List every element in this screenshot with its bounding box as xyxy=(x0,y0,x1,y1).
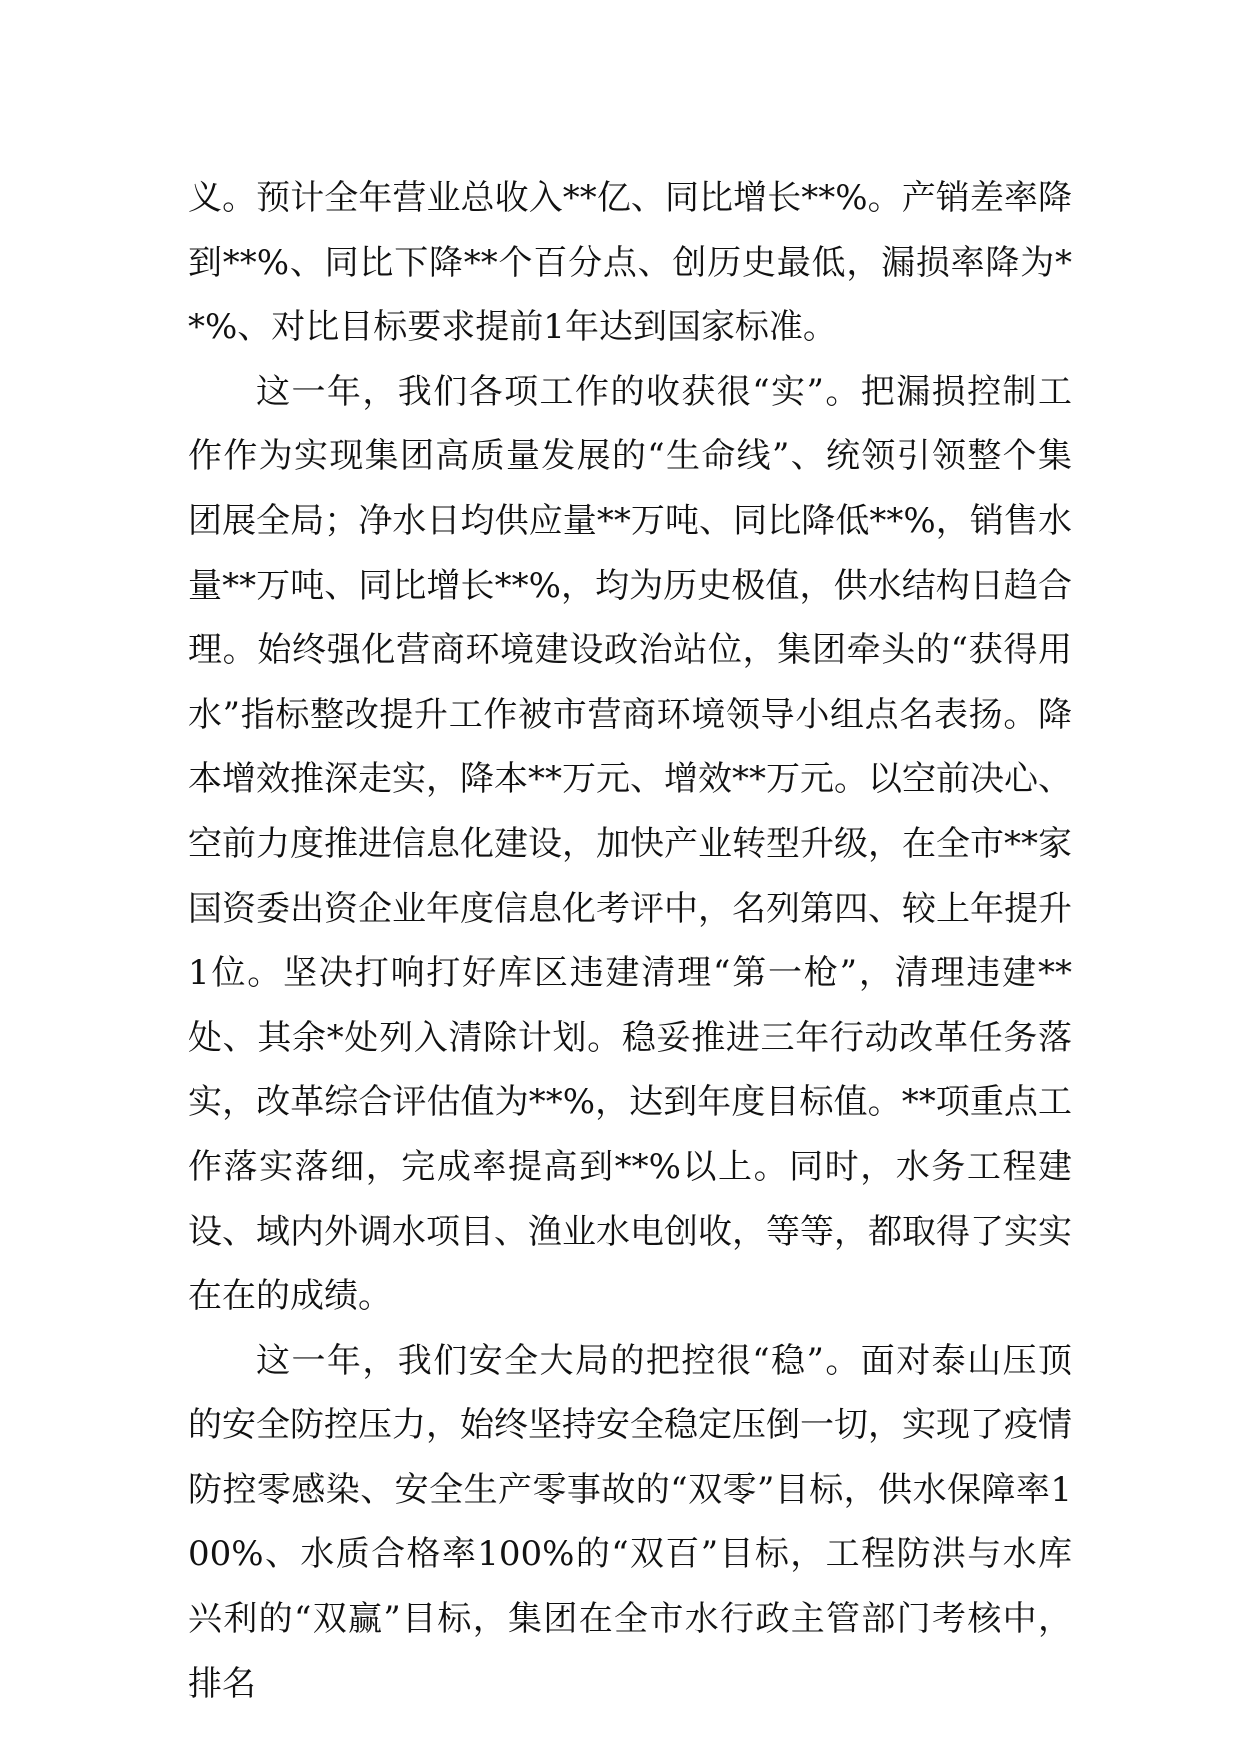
paragraph-3: 这一年，我们安全大局的把控很“稳”。面对泰山压顶的安全防控压力，始终坚持安全稳定压倒一切，实现了疫情防控零感染、安全生产零事故的“双零”目标，供水保障率100%、水质合格率100%的“双百”目标，工程防洪与水库兴利的“双赢”目标，集团在全市水行政主管部门考核中，排名 xyxy=(188,1340,1072,1704)
paragraph-1: 义。预计全年营业总收入**亿、同比增长**%。产销差率降到**%、同比下降**个百分点、创历史最低，漏损率降为**%、对比目标要求提前1年达到国家标准。 xyxy=(188,178,1072,348)
document-body xyxy=(188,166,1072,1716)
paragraph-2: 这一年，我们各项工作的收获很“实”。把漏损控制工作作为实现集团高质量发展的“生命线”、统领引领整个集团展全局；净水日均供应量**万吨、同比降低**%，销售水量**万吨、同比增长**%，均为历史极值，供水结构日趋合理。始终强化营商环境建设政治站位，集团牵头的“获得用水”指标整改提升工作被市营商环境领导小组点名表扬。降本增效推深走实，降本**万元、增效**万元。以空前决心、空前力度推进信息化建设，加快产业转型升级，在全市**家国资委出资企业年度信息化考评中，名列第四、较上年提升1位。坚决打响打好库区违建清理“第一枪”，清理违建**处、其余*处列入清除计划。稳妥推进三年行动改革任务落实，改革综合评估值为**%，达到年度目标值。**项重点工作落实落细，完成率提高到**%以上。同时，水务工程建设、域内外调水项目、渔业水电创收，等等，都取得了实实在在的成绩。 xyxy=(188,371,1072,1317)
